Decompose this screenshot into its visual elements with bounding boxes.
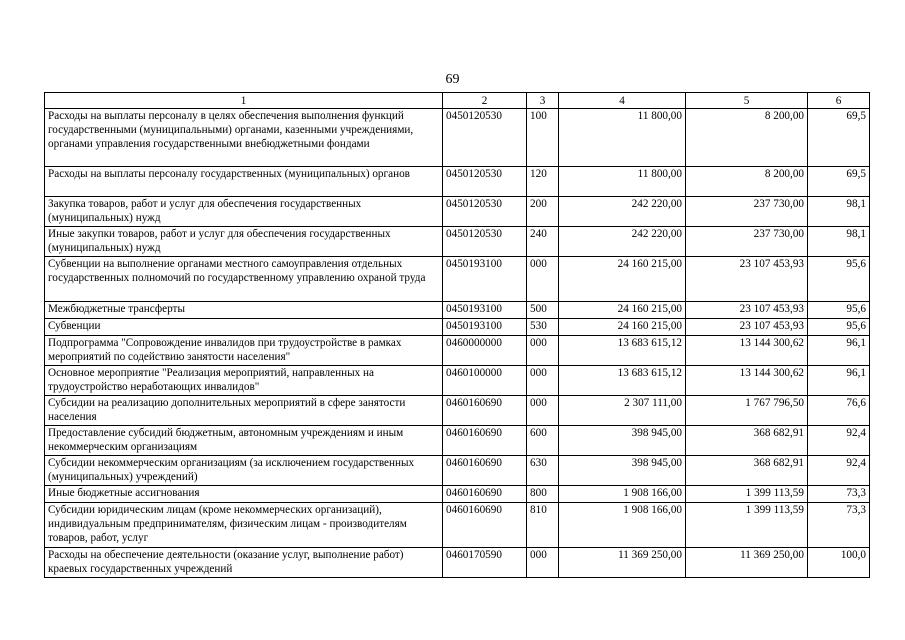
row-percent-cell: 98,1: [808, 197, 870, 227]
row-type-cell: 810: [527, 503, 559, 548]
row-fact-cell: 368 682,91: [686, 426, 808, 456]
row-type-cell: 500: [527, 302, 559, 319]
row-code-cell: 0450120530: [443, 109, 527, 167]
row-name-cell: Расходы на выплаты персоналу государственных (муниципальных) органов: [45, 167, 443, 197]
row-code-cell: 0460170590: [443, 548, 527, 578]
page-number: 69: [445, 72, 460, 87]
table-row: [45, 227, 870, 257]
row-name-cell: Иные закупки товаров, работ и услуг для обеспечения государственных (муниципальных) нужд: [45, 227, 443, 257]
row-type-cell: 000: [527, 257, 559, 302]
table-row: [45, 426, 870, 456]
row-plan-cell: 1 908 166,00: [559, 486, 686, 503]
row-fact-cell: 13 144 300,62: [686, 366, 808, 396]
row-percent-cell: 95,6: [808, 257, 870, 302]
row-type-cell: 000: [527, 366, 559, 396]
column-header: 3: [527, 93, 559, 109]
row-code-cell: 0460160690: [443, 396, 527, 426]
row-fact-cell: 1 399 113,59: [686, 503, 808, 548]
row-name-cell: Основное мероприятие "Реализация мероприятий, направленных на трудоустройство неработающих инвалидов": [45, 366, 443, 396]
row-name-cell: Закупка товаров, работ и услуг для обеспечения государственных (муниципальных) нужд: [45, 197, 443, 227]
row-code-cell: 0460000000: [443, 336, 527, 366]
row-name-cell: Предоставление субсидий бюджетным, автономным учреждениям и иным некоммерческим организациям: [45, 426, 443, 456]
column-header: 6: [808, 93, 870, 109]
row-name-cell: Субвенции: [45, 319, 443, 336]
row-percent-cell: 100,0: [808, 548, 870, 578]
table-row: [45, 109, 870, 167]
row-type-cell: 800: [527, 486, 559, 503]
row-code-cell: 0450193100: [443, 319, 527, 336]
row-percent-cell: 92,4: [808, 456, 870, 486]
row-type-cell: 240: [527, 227, 559, 257]
row-type-cell: 000: [527, 336, 559, 366]
row-code-cell: 0460100000: [443, 366, 527, 396]
row-fact-cell: 1 399 113,59: [686, 486, 808, 503]
row-plan-cell: 11 800,00: [559, 109, 686, 167]
row-fact-cell: 23 107 453,93: [686, 257, 808, 302]
table-row: [45, 486, 870, 503]
table-row: [45, 167, 870, 197]
row-plan-cell: 1 908 166,00: [559, 503, 686, 548]
row-name-cell: Расходы на обеспечение деятельности (оказание услуг, выполнение работ) краевых государственных учреждений: [45, 548, 443, 578]
row-percent-cell: 69,5: [808, 109, 870, 167]
table-row: [45, 396, 870, 426]
row-code-cell: 0450120530: [443, 167, 527, 197]
table-row: [45, 548, 870, 578]
row-name-cell: Иные бюджетные ассигнования: [45, 486, 443, 503]
row-fact-cell: 8 200,00: [686, 167, 808, 197]
table-row: [45, 366, 870, 396]
row-fact-cell: 13 144 300,62: [686, 336, 808, 366]
row-percent-cell: 92,4: [808, 426, 870, 456]
row-code-cell: 0450120530: [443, 227, 527, 257]
table-row: [45, 197, 870, 227]
row-type-cell: 630: [527, 456, 559, 486]
row-name-cell: Подпрограмма "Сопровождение инвалидов при трудоустройстве в рамках мероприятий по содействию занятости населения": [45, 336, 443, 366]
row-plan-cell: 11 369 250,00: [559, 548, 686, 578]
row-plan-cell: 2 307 111,00: [559, 396, 686, 426]
row-fact-cell: 8 200,00: [686, 109, 808, 167]
header-row: [45, 93, 870, 109]
row-plan-cell: 398 945,00: [559, 426, 686, 456]
row-fact-cell: 237 730,00: [686, 197, 808, 227]
row-plan-cell: 11 800,00: [559, 167, 686, 197]
row-name-cell: Субвенции на выполнение органами местного самоуправления отдельных государственных полномочий по государственному управлению охраной труда: [45, 257, 443, 302]
row-type-cell: 600: [527, 426, 559, 456]
row-plan-cell: 242 220,00: [559, 227, 686, 257]
row-code-cell: 0460160690: [443, 456, 527, 486]
row-type-cell: 200: [527, 197, 559, 227]
row-name-cell: Субсидии на реализацию дополнительных мероприятий в сфере занятости населения: [45, 396, 443, 426]
row-type-cell: 120: [527, 167, 559, 197]
row-fact-cell: 23 107 453,93: [686, 302, 808, 319]
row-code-cell: 0460160690: [443, 503, 527, 548]
row-name-cell: Межбюджетные трансферты: [45, 302, 443, 319]
row-plan-cell: 24 160 215,00: [559, 302, 686, 319]
row-fact-cell: 23 107 453,93: [686, 319, 808, 336]
row-fact-cell: 237 730,00: [686, 227, 808, 257]
row-code-cell: 0460160690: [443, 486, 527, 503]
table-row: [45, 503, 870, 548]
row-type-cell: 530: [527, 319, 559, 336]
row-code-cell: 0450120530: [443, 197, 527, 227]
row-fact-cell: 368 682,91: [686, 456, 808, 486]
table-row: [45, 257, 870, 302]
table-row: [45, 302, 870, 319]
row-percent-cell: 98,1: [808, 227, 870, 257]
row-percent-cell: 95,6: [808, 319, 870, 336]
row-plan-cell: 24 160 215,00: [559, 257, 686, 302]
row-plan-cell: 24 160 215,00: [559, 319, 686, 336]
row-code-cell: 0450193100: [443, 302, 527, 319]
table-row: [45, 319, 870, 336]
row-plan-cell: 242 220,00: [559, 197, 686, 227]
row-percent-cell: 96,1: [808, 336, 870, 366]
row-name-cell: Субсидии некоммерческим организациям (за исключением государственных (муниципальных) учреждений): [45, 456, 443, 486]
row-type-cell: 000: [527, 396, 559, 426]
row-percent-cell: 69,5: [808, 167, 870, 197]
row-fact-cell: 1 767 796,50: [686, 396, 808, 426]
table-row: [45, 456, 870, 486]
row-name-cell: Субсидии юридическим лицам (кроме некоммерческих организаций), индивидуальным предпринимателям, физическим лицам - производителям товаров, работ, услуг: [45, 503, 443, 548]
row-name-cell: Расходы на выплаты персоналу в целях обеспечения выполнения функций государственными (муниципальными) органами, казенными учреждениями, органами управления государственными внебюджетными фондами: [45, 109, 443, 167]
row-code-cell: 0460160690: [443, 426, 527, 456]
row-percent-cell: 73,3: [808, 503, 870, 548]
row-type-cell: 100: [527, 109, 559, 167]
row-percent-cell: 73,3: [808, 486, 870, 503]
column-header: 1: [45, 93, 443, 109]
row-type-cell: 000: [527, 548, 559, 578]
column-header: 4: [559, 93, 686, 109]
budget-table: [44, 92, 870, 578]
row-plan-cell: 13 683 615,12: [559, 366, 686, 396]
column-header: 2: [443, 93, 527, 109]
row-percent-cell: 76,6: [808, 396, 870, 426]
column-header: 5: [686, 93, 808, 109]
row-code-cell: 0450193100: [443, 257, 527, 302]
table-row: [45, 336, 870, 366]
row-plan-cell: 398 945,00: [559, 456, 686, 486]
row-percent-cell: 96,1: [808, 366, 870, 396]
row-percent-cell: 95,6: [808, 302, 870, 319]
row-plan-cell: 13 683 615,12: [559, 336, 686, 366]
row-fact-cell: 11 369 250,00: [686, 548, 808, 578]
